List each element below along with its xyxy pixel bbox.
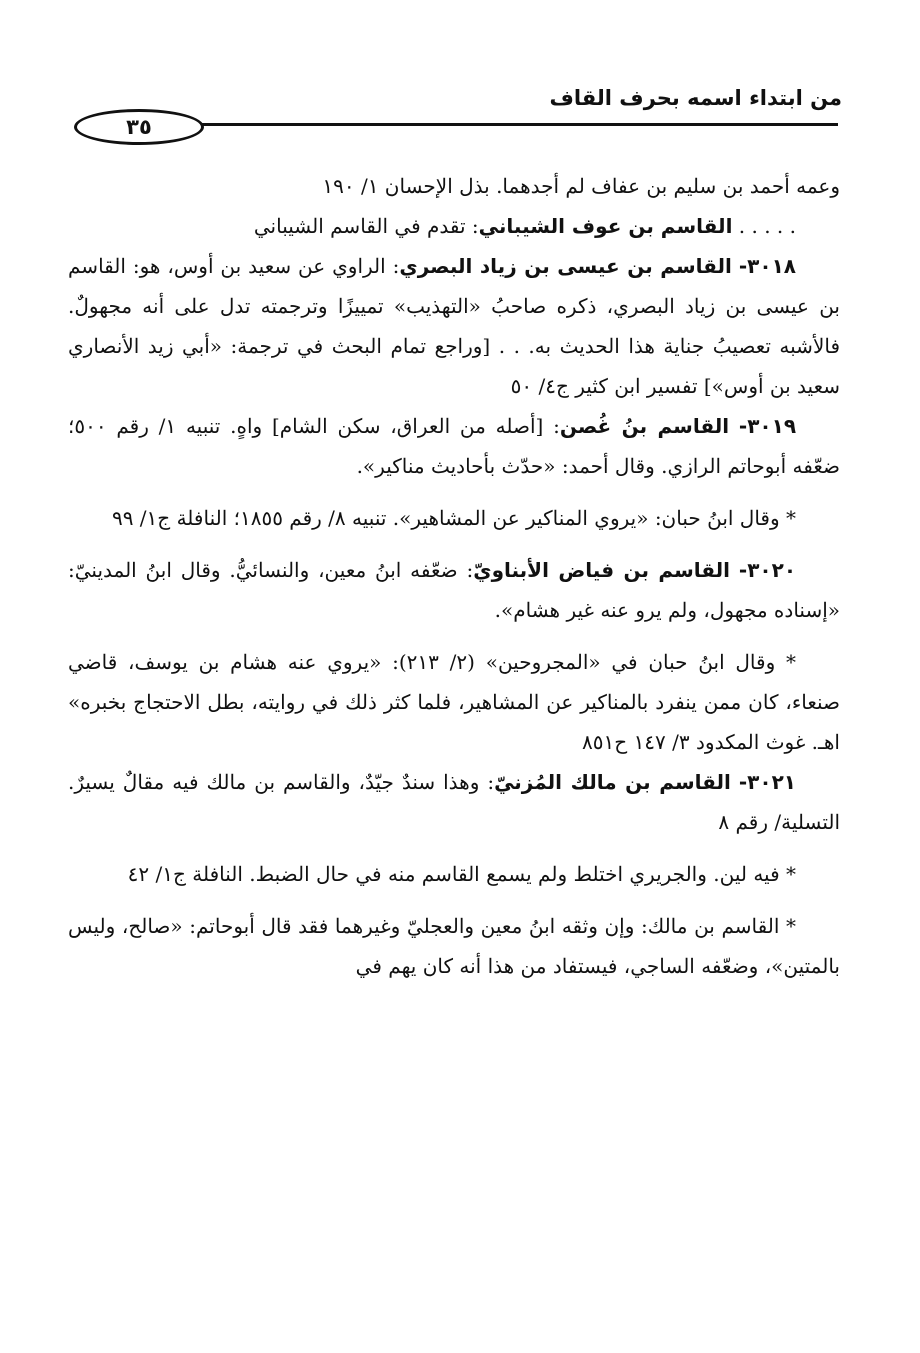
narrator-name: القاسم بن فياض الأبناويّ: [473, 558, 731, 582]
paragraph-text: وعمه أحمد بن سليم بن عفاف لم أجدهما. بذل الإحسان ١/ ١٩٠: [322, 174, 840, 198]
ellipsis-lead: . . . . .: [738, 214, 796, 238]
paragraph-text: * وقال ابنُ حبان في «المجروحين» (٢/ ٢١٣): «يروي عنه هشام بن يوسف، قاضي صنعاء، كان ممن ينفرد بالمناكير عن المشاهير، فلما كثر ذلك في روايته، بطل الاحتجاج بخبره» اهـ. غوث المكدود ٣/ ١٤٧ ح٨٥١: [68, 650, 840, 754]
entry-number: ٣٠٢٠-: [738, 558, 797, 582]
entry-3021: [68, 762, 840, 842]
paragraph-text: * وقال ابنُ حبان: «يروي المناكير عن المشاهير». تنبيه ٨/ رقم ١٨٥٥؛ النافلة ج١/ ٩٩: [111, 506, 796, 530]
paragraph-text: : تقدم في القاسم الشيباني: [253, 214, 479, 238]
entry-number: ٣٠١٨-: [738, 254, 796, 278]
page-number: ٣٥: [74, 109, 204, 145]
body-text: [68, 166, 840, 986]
narrator-name: القاسم بن مالك المُزنيّ: [494, 770, 731, 794]
entry-number: ٣٠١٩-: [738, 414, 797, 438]
note-paragraph: [68, 854, 840, 894]
entry-3020: [68, 550, 840, 630]
paragraph-text: : [أصله من العراق، سكن الشام] واهٍ. تنبيه ١/ رقم ٥٠٠؛ ضعّفه أبوحاتم الرازي. وقال أحمد: «حدّث بأحاديث مناكير».: [68, 414, 840, 478]
note-paragraph: [68, 642, 840, 762]
paragraph-text: : ضعّفه ابنُ معين، والنسائيُّ. وقال ابنُ المدينيّ: «إسناده مجهول، ولم يرو عنه غير هشام».: [68, 558, 840, 622]
paragraph-text: * فيه لين. والجريري اختلط ولم يسمع القاسم منه في حال الضبط. النافلة ج١/ ٤٢: [127, 862, 796, 886]
paragraph-cross-reference: [68, 206, 840, 246]
note-paragraph: [68, 906, 840, 986]
paragraph-continuation: [68, 166, 840, 206]
entry-3019: [68, 406, 840, 486]
entry-number: ٣٠٢١-: [738, 770, 796, 794]
entry-3018: [68, 246, 840, 406]
paragraph-text: : الراوي عن سعيد بن أوس، هو: القاسم بن عيسى بن زياد البصري، ذكره صاحبُ «التهذيب» تمييزًا وترجمته تدل على أنه مجهولٌ. فالأشبه تعصيبُ جناية هذا الحديث به. . . [وراجع تمام البحث في ترجمة: «أبي زيد الأنصاري سعيد بن أوس»] تفسير ابن كثير ج٤/ ٥٠: [68, 254, 840, 398]
note-paragraph: [68, 498, 840, 538]
narrator-name: القاسم بن عوف الشيباني: [478, 214, 733, 238]
paragraph-text: : وهذا سندٌ جيّدٌ، والقاسم بن مالك فيه مقالٌ يسيرٌ. التسلية/ رقم ٨: [68, 770, 840, 834]
narrator-name: القاسم بنُ غُصن: [559, 414, 730, 438]
header-rule: [132, 123, 838, 126]
paragraph-text: * القاسم بن مالك: وإن وثقه ابنُ معين والعجليّ وغيرهما فقد قال أبوحاتم: «صالح، وليس بالمتين»، وضعّفه الساجي، فيستفاد من هذا أنه كان يهم في: [68, 914, 840, 978]
running-header-title: من ابتداء اسمه بحرف القاف: [549, 86, 842, 110]
narrator-name: القاسم بن عيسى بن زياد البصري: [399, 254, 732, 278]
